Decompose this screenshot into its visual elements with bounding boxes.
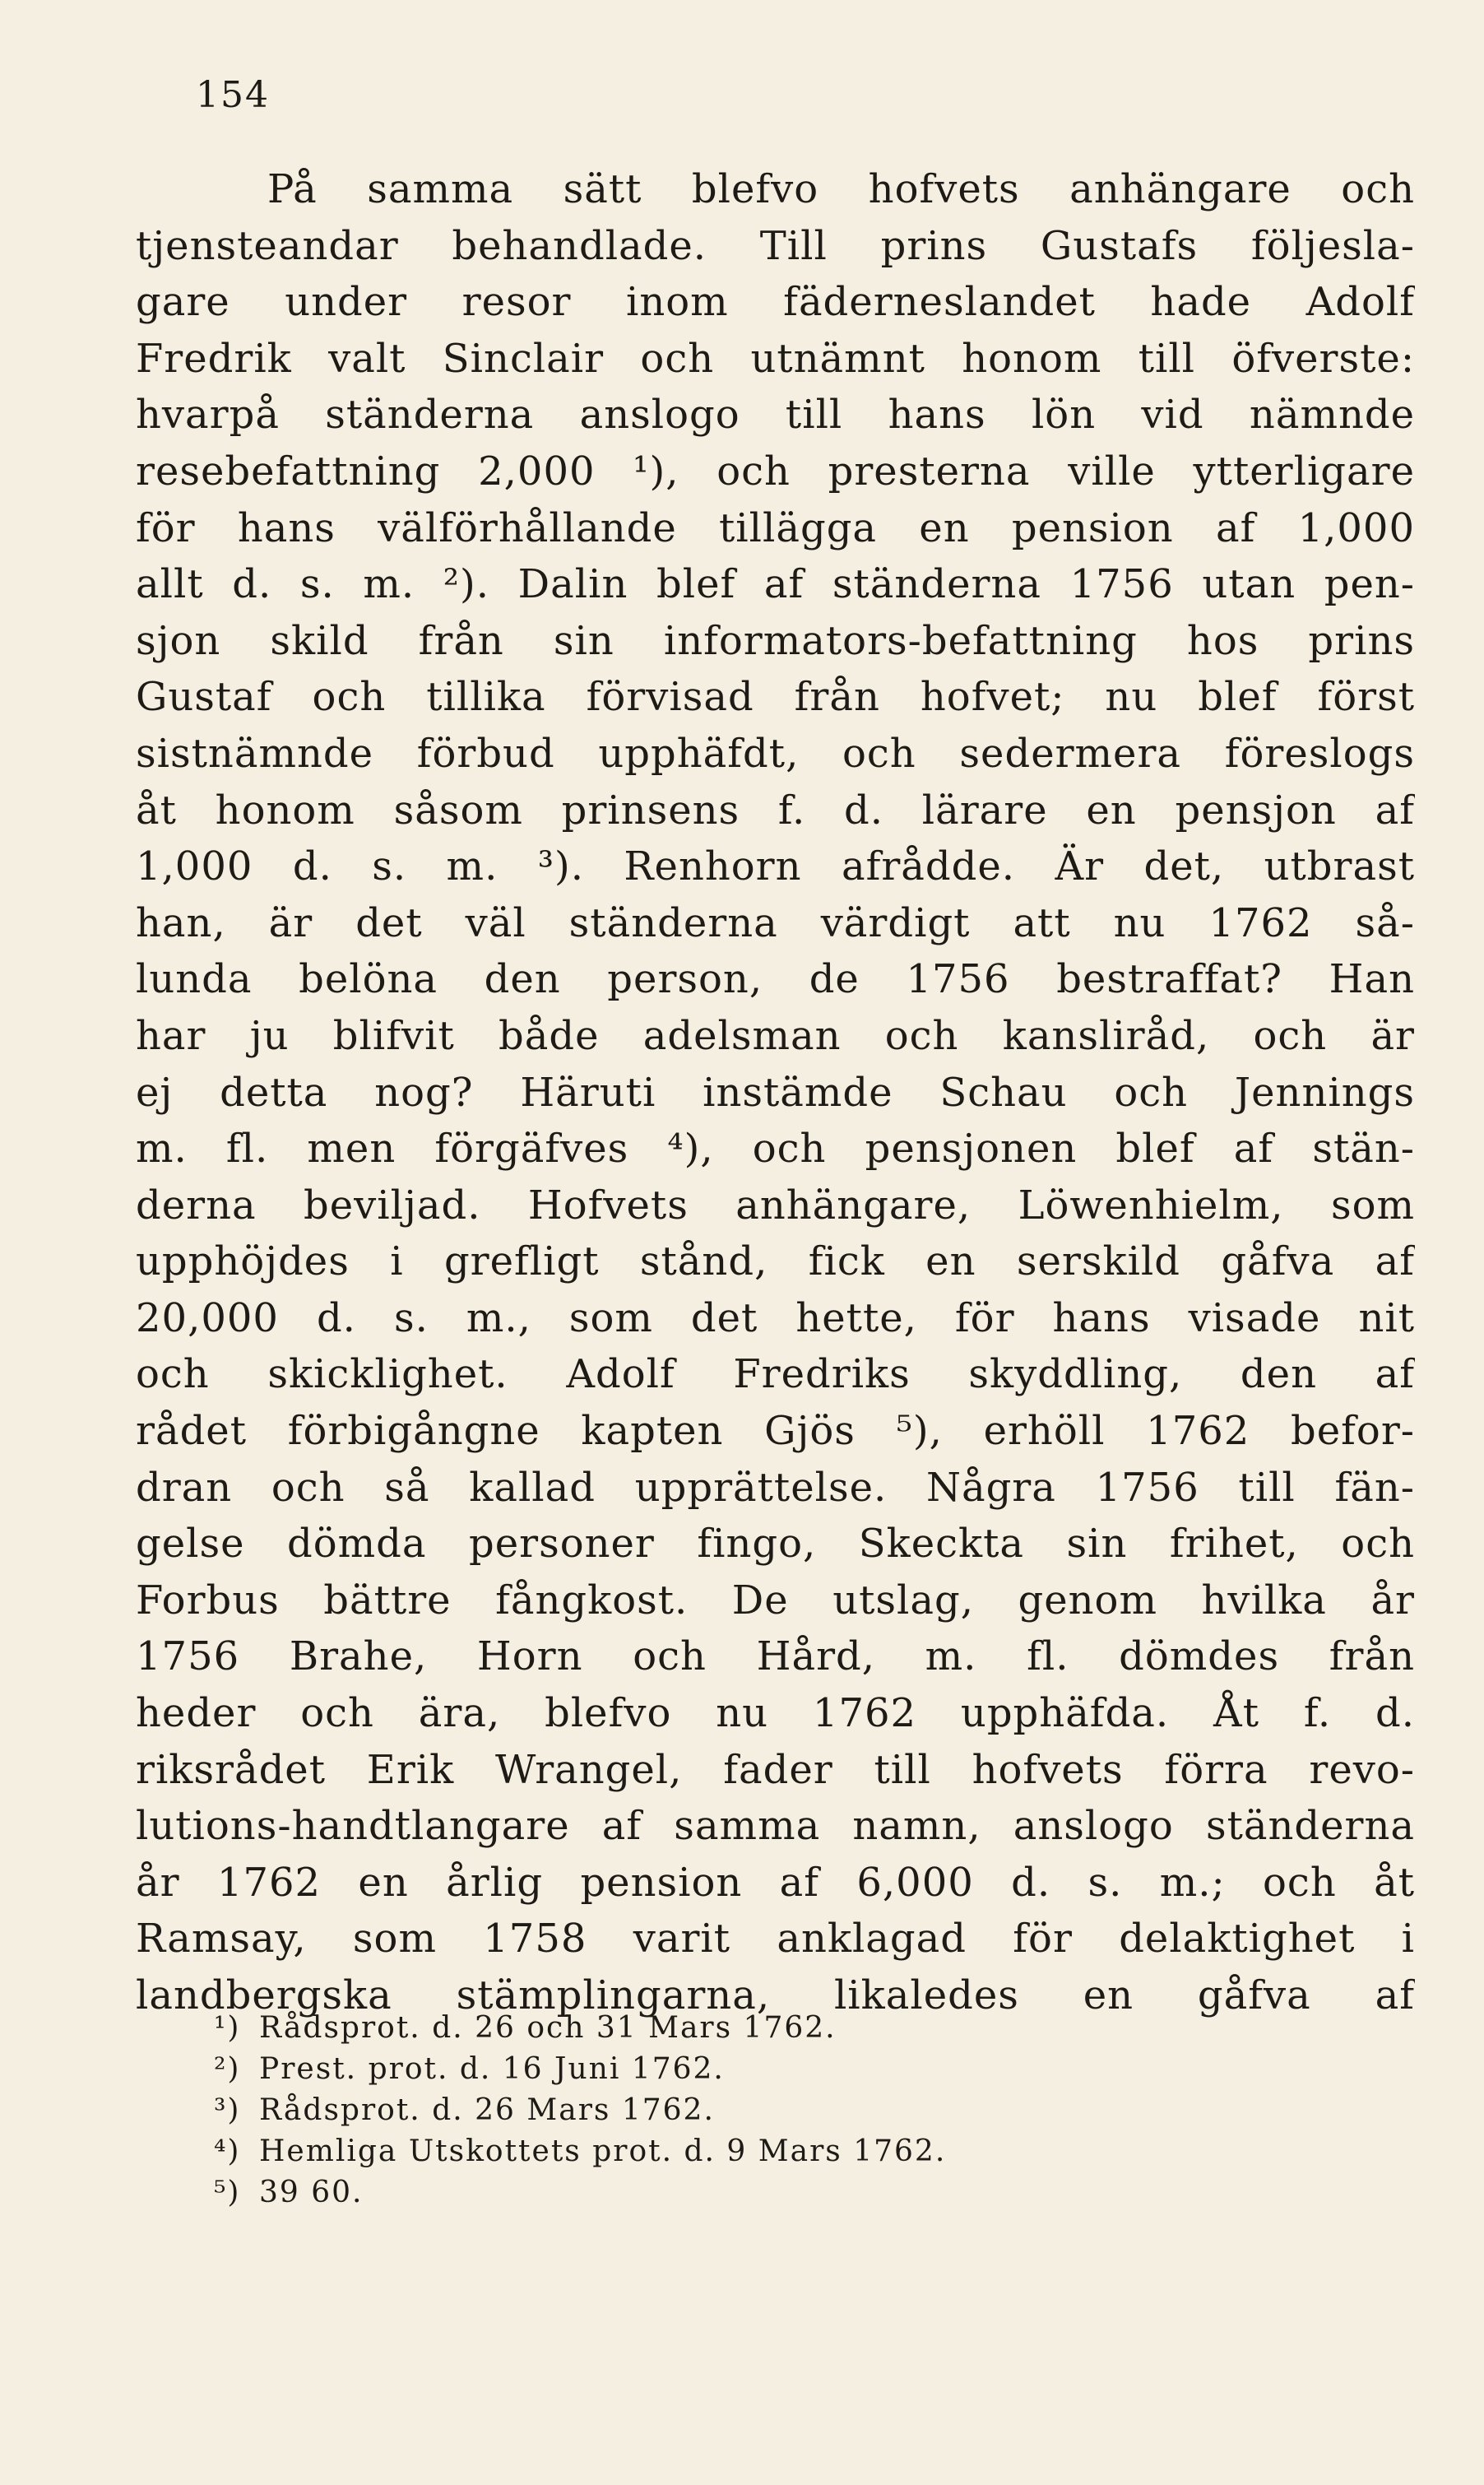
text-line: sistnämnde förbud upphäfdt, och sedermera föreslogs (136, 730, 1415, 777)
text-line: åt honom såsom prinsens f. d. lärare en pensjon af (136, 787, 1415, 834)
footnote (214, 2131, 1160, 2172)
text-line: Forbus bättre fångkost. De utslag, genom hvilka år (136, 1577, 1415, 1623)
text-line: lunda belöna den person, de 1756 bestraffat? Han (136, 956, 1415, 1003)
text-line: Gustaf och tillika förvisad från hofvet; nu blef först (136, 674, 1415, 721)
page-number: 154 (196, 74, 270, 116)
footnote-mark: ⁴) (214, 2134, 241, 2168)
text-line: 1,000 d. s. m. ³). Renhorn afrådde. Är det, utbrast (136, 843, 1415, 890)
footnote-text: Rådsprot. d. 26 och 31 Mars 1762. (259, 2011, 837, 2045)
footnote (214, 2172, 1160, 2213)
text-line: tjensteandar behandlade. Till prins Gustafs följesla- (136, 222, 1415, 269)
text-line: heder och ära, blefvo nu 1762 upphäfda. Åt f. d. (136, 1690, 1415, 1737)
text-line: för hans välförhållande tillägga en pension af 1,000 (136, 504, 1415, 551)
text-line: dran och så kallad upprättelse. Några 1756 till fän- (136, 1464, 1415, 1511)
text-line: På samma sätt blefvo hofvets anhängare och (267, 166, 1415, 212)
footnote-text: Hemliga Utskottets prot. d. 9 Mars 1762. (259, 2134, 947, 2168)
text-line: hvarpå ständerna anslogo till hans lön vid nämnde (136, 392, 1415, 439)
text-line: landbergska stämplingarna, likaledes en gåfva af (136, 1972, 1415, 2018)
footnote-text: Prest. prot. d. 16 Juni 1762. (259, 2052, 725, 2086)
footnote (214, 2049, 1160, 2090)
text-line: gelse dömda personer fingo, Skeckta sin frihet, och (136, 1521, 1415, 1568)
text-line: allt d. s. m. ²). Dalin blef af ständerna 1756 utan pen- (136, 561, 1415, 608)
text-line: 1756 Brahe, Horn och Hård, m. fl. dömdes från (136, 1633, 1415, 1680)
text-line: han, är det väl ständerna värdigt att nu 1762 så- (136, 899, 1415, 946)
text-line: derna beviljad. Hofvets anhängare, Löwenhielm, som (136, 1182, 1415, 1229)
text-line: Fredrik valt Sinclair och utnämnt honom till öfverste: (136, 335, 1415, 382)
text-line: riksrådet Erik Wrangel, fader till hofvets förra revo- (136, 1746, 1415, 1793)
text-line: rådet förbigångne kapten Gjös ⁵), erhöll 1762 befor- (136, 1408, 1415, 1455)
footnote-mark: ¹) (214, 2011, 241, 2045)
footnote-text: Rådsprot. d. 26 Mars 1762. (259, 2093, 715, 2127)
text-line: upphöjdes i grefligt stånd, fick en serskild gåfva af (136, 1238, 1415, 1285)
footnote-mark: ³) (214, 2093, 241, 2127)
footnote-mark: ⁵) (214, 2176, 241, 2209)
text-line: ej detta nog? Häruti instämde Schau och Jennings (136, 1069, 1415, 1116)
text-line: m. fl. men förgäfves ⁴), och pensjonen blef af stän- (136, 1126, 1415, 1173)
footnotes (214, 2008, 1160, 2213)
footnote (214, 2008, 1160, 2049)
text-line: Ramsay, som 1758 varit anklagad för delaktighet i (136, 1916, 1415, 1962)
footnote-text: 39 60. (259, 2176, 364, 2209)
footnote-mark: ²) (214, 2052, 241, 2086)
text-line: har ju blifvit både adelsman och kansliråd, och är (136, 1012, 1415, 1059)
text-line: resebefattning 2,000 ¹), och presterna ville ytterligare (136, 448, 1415, 495)
text-line: och skicklighet. Adolf Fredriks skyddling, den af (136, 1351, 1415, 1398)
text-line: 20,000 d. s. m., som det hette, för hans visade nit (136, 1294, 1415, 1341)
text-line: sjon skild från sin informators-befattning hos prins (136, 617, 1415, 664)
text-line: lutions-handtlangare af samma namn, anslogo ständerna (136, 1803, 1415, 1850)
footnote (214, 2090, 1160, 2131)
text-line: år 1762 en årlig pension af 6,000 d. s. m.; och åt (136, 1859, 1415, 1906)
body-text (136, 161, 1415, 2024)
text-line: gare under resor inom fäderneslandet hade Adolf (136, 279, 1415, 326)
